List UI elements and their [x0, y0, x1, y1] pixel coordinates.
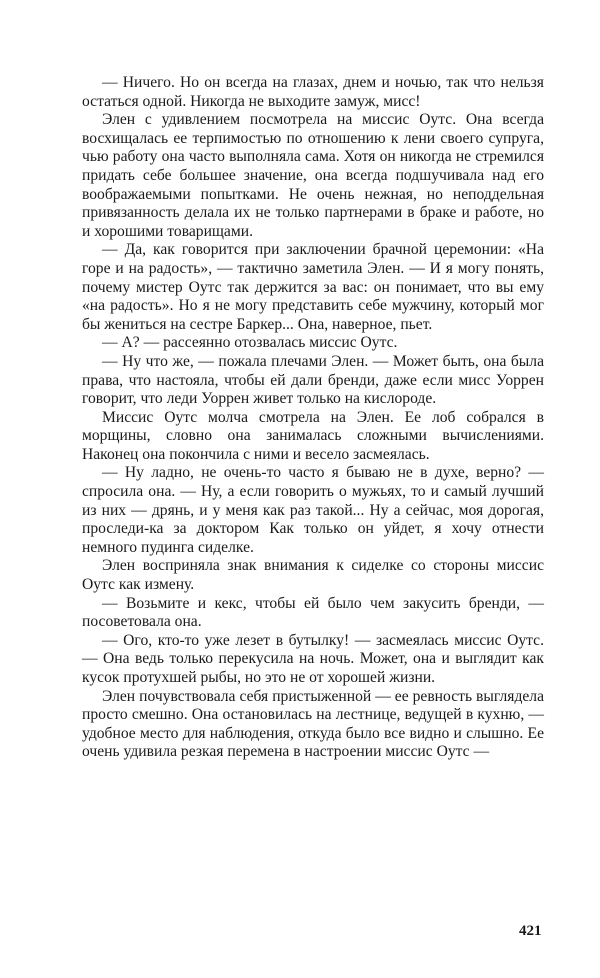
paragraph: — Ну что же, — пожала плечами Элен. — Может быть, она была права, что настояла, чтобы ей дали бренди, даже если мисс Уоррен говорит, что леди Уоррен живет только на кислороде. — [82, 352, 544, 408]
page-body — [82, 74, 544, 762]
paragraph: — Да, как говорится при заключении брачной церемонии: «На горе и на радость», — тактично заметила Элен. — И я могу понять, почему мистер Оутс так держится за вас: он понимает, что вы ему «на радость». Но я не могу представить себе мужчину, который мог бы жениться на сестре Баркер... Она, наверное, пьет. — [82, 241, 544, 333]
paragraph: — Ну ладно, не очень-то часто я бываю не в духе, верно? — спросила она. — Ну, а если говорить о мужьях, то и самый лучший из них — дрянь, и у меня как раз такой... Ну а сейчас, моя дорогая, проследи-ка за доктором Как только он уйдет, я хочу отнести немного пудинга сиделке. — [82, 464, 544, 556]
paragraph: Элен восприняла знак внимания к сиделке со стороны миссис Оутс как измену. — [82, 557, 544, 594]
paragraph: — А? — рассеянно отозвалась миссис Оутс. — [102, 334, 398, 352]
page-number: 421 — [519, 923, 542, 939]
paragraph: — Ого, кто-то уже лезет в бутылку! — засмеялась миссис Оутс. — Она ведь только перекусила на ночь. Может, она и выглядит как кусок протухшей рыбы, но это не от хорошей жизни. — [82, 631, 544, 686]
paragraph: Элен почувствовала себя пристыженной — ее ревность выглядела просто смешно. Она остановилась на лестнице, ведущей в кухню, — удобное место для наблюдения, откуда было все видно и слышно. Ее очень удивила резкая перемена в настроении миссис Оутс — — [82, 687, 544, 761]
paragraph: Миссис Оутс молча смотрела на Элен. Ее лоб собрался в морщины, словно она занималась сложными вычислениями. Наконец она покончила с ними и весело засмеялась. — [82, 408, 544, 463]
paragraph: — Возьмите и кекс, чтобы ей было чем закусить бренди, — посоветовала она. — [82, 594, 544, 631]
paragraph: — Ничего. Но он всегда на глазах, днем и ночью, так что нельзя остаться одной. Никогда не выходите замуж, мисс! — [82, 74, 544, 110]
paragraph: Элен с удивлением посмотрела на миссис Оутс. Она всегда восхищалась ее терпимостью по отношению к лени своего супруга, чью работу она часто выполняла сама. Хотя он никогда не стремился придать себе большее значение, она всегда подшучивала над его воображаемыми попытками. Не очень нежная, но неподдельная привязанность делала их не только партнерами в браке и работе, но и хорошими товарищами. — [82, 111, 544, 240]
